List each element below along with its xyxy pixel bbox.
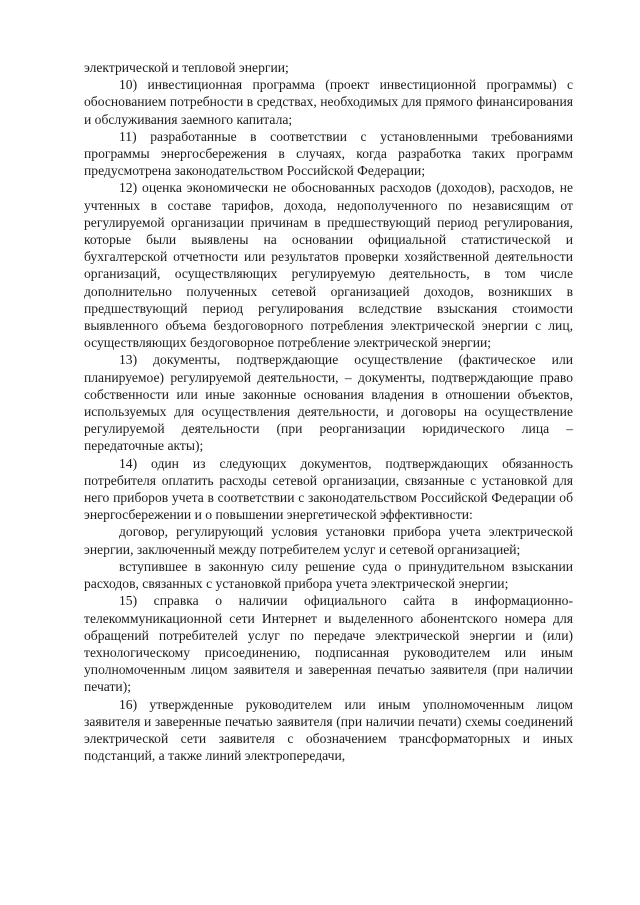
- paragraph-item-14-contract: договор, регулирующий условия установки прибора учета электрической энергии, заключенный между потребителем услуг и сетевой организацией;: [84, 524, 573, 557]
- paragraph-item-13: 13) документы, подтверждающие осуществление (фактическое или планируемое) регулируемой деятельности, – документы, подтверждающие право собственности или иные законные основания владения в отношении объектов, используемых для осуществления деятельности, и договоры на осуществление регулируемой деятельности (при реорганизации юридического лица – передаточные акты);: [84, 352, 573, 454]
- paragraph-continuation: электрической и тепловой энергии;: [84, 60, 289, 75]
- paragraph-item-16: 16) утвержденные руководителем или иным уполномоченным лицом заявителя и заверенные печатью заявителя (при наличии печати) схемы соединений электрической сети заявителя с обозначением трансформаторных и иных подстанций, а также линий электропередачи,: [84, 696, 573, 764]
- document-page: [84, 59, 573, 764]
- paragraph-item-15: 15) справка о наличии официального сайта в информационно-телекоммуникационной сети Интернет и выделенного абонентского номера для обращений потребителей услуг по передаче электрической энергии и (или) технологическому присоединению, подписанная руководителем или иным уполномоченным лицом заявителя и заверенная печатью заявителя (при наличии печати);: [84, 593, 573, 695]
- paragraph-item-14: 14) один из следующих документов, подтверждающих обязанность потребителя оплатить расходы сетевой организации, связанные с установкой для него приборов учета в соответствии с законодательством Российской Федерации об энергосбережении и о повышении энергетической эффективности:: [84, 455, 573, 523]
- paragraph-item-14-court-decision: вступившее в законную силу решение суда о принудительном взыскании расходов, связанных с установкой прибора учета электрической энергии;: [84, 558, 573, 592]
- paragraph-item-11: 11) разработанные в соответствии с установленными требованиями программы энергосбережения в случаях, когда разработка таких программ предусмотрена законодательством Российской Федерации;: [84, 128, 573, 179]
- paragraph-item-10: 10) инвестиционная программа (проект инвестиционной программы) с обоснованием потребности в средствах, необходимых для прямого финансирования и обслуживания заемного капитала;: [84, 77, 573, 127]
- paragraph-item-12: 12) оценка экономически не обоснованных расходов (доходов), расходов, не учтенных в составе тарифов, дохода, недополученного по независящим от регулируемой организации причинам в предшествующий период регулирования, которые были выявлены на основании официальной статистической и бухгалтерской отчетности или результатов проверки хозяйственной деятельности организаций, осуществляющих регулируемую деятельность, в том числе дополнительно полученных сетевой организацией доходов, возникших в предшествующий период регулирования вследствие взыскания стоимости выявленного объема бездоговорного потребления электрической энергии с лиц, осуществляющих бездоговорное потребление электрической энергии;: [84, 180, 573, 351]
